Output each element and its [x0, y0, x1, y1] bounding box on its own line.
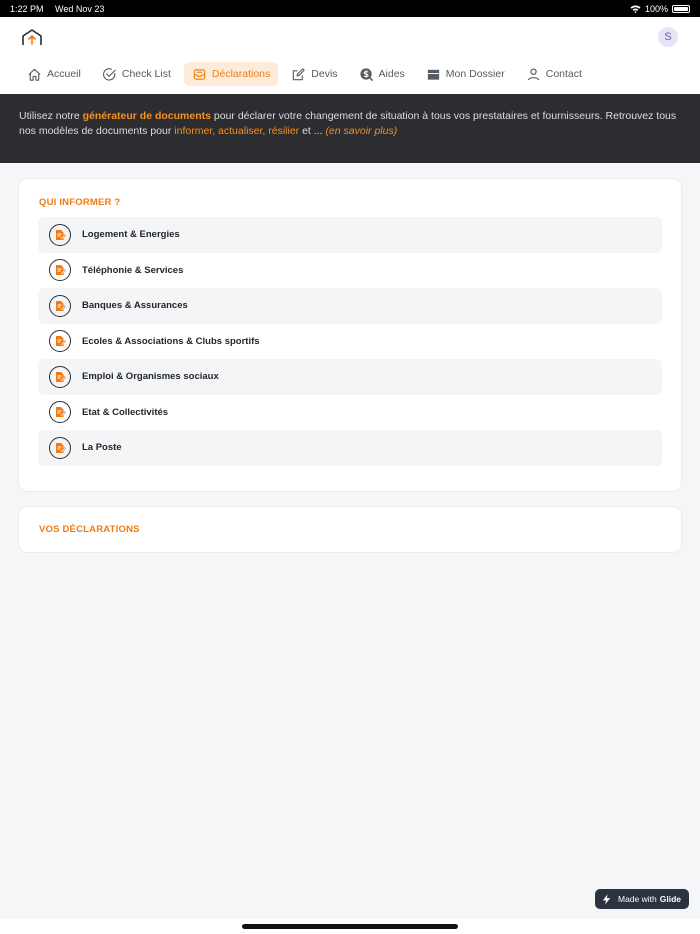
home-indicator — [242, 924, 458, 929]
folder-icon — [426, 67, 441, 82]
edit-icon — [291, 67, 306, 82]
list-item[interactable] — [38, 324, 662, 360]
list-item[interactable] — [38, 395, 662, 431]
document-edit-icon — [49, 224, 71, 246]
badge-text: Made with — [618, 894, 657, 904]
list-item[interactable] — [38, 217, 662, 253]
status-time: 1:22 PM — [10, 3, 44, 14]
list-item-label: Ecoles & Associations & Clubs sportifs — [82, 335, 260, 347]
nav-label: Aides — [378, 68, 405, 80]
document-edit-icon — [49, 437, 71, 459]
nav-contact[interactable] — [518, 62, 590, 86]
nav-check-list[interactable] — [94, 62, 179, 86]
check-circle-icon — [102, 67, 117, 82]
battery-percent: 100% — [644, 3, 668, 14]
lightning-icon — [601, 894, 612, 905]
avatar-initial: S — [664, 31, 672, 43]
vos-declarations-card — [19, 507, 681, 552]
nav-accueil[interactable] — [19, 62, 89, 86]
nav-label: Check List — [121, 68, 171, 80]
informer-link[interactable]: informer, — [174, 125, 216, 137]
learn-more-link[interactable]: (en savoir plus) — [325, 125, 398, 137]
section-title: VOS DÉCLARATIONS — [39, 524, 140, 535]
battery-icon — [672, 5, 690, 13]
user-icon — [526, 67, 541, 82]
avatar[interactable] — [658, 27, 678, 47]
app-header — [0, 17, 700, 94]
badge-brand: Glide — [659, 894, 682, 904]
status-date: Wed Nov 23 — [55, 3, 105, 14]
list-item[interactable] — [38, 430, 662, 466]
document-edit-icon — [49, 259, 71, 281]
document-edit-icon — [49, 295, 71, 317]
document-edit-icon — [49, 401, 71, 423]
nav-aides[interactable] — [351, 62, 413, 86]
list-item-label: La Poste — [82, 442, 122, 454]
document-generator-link[interactable]: générateur de documents — [82, 110, 211, 122]
home-icon — [27, 67, 42, 82]
status-bar — [0, 0, 700, 17]
banner-text: et ... — [299, 125, 326, 137]
list-item-label: Etat & Collectivités — [82, 406, 169, 418]
qui-informer-card — [19, 179, 681, 491]
nav-label: Déclarations — [211, 68, 271, 80]
section-title: QUI INFORMER ? — [39, 197, 121, 208]
actualiser-link[interactable]: actualiser, — [218, 125, 266, 137]
inbox-icon — [192, 67, 207, 82]
wifi-icon — [630, 5, 641, 13]
list-item-label: Logement & Energies — [82, 229, 180, 241]
nav-label: Mon Dossier — [445, 68, 505, 80]
nav-label: Contact — [545, 68, 582, 80]
nav-mon-dossier[interactable] — [418, 62, 513, 86]
made-with-glide-badge[interactable] — [595, 889, 689, 909]
list-item[interactable] — [38, 359, 662, 395]
banner-text: pour déclarer votre changement de situation à tous vos prestataires et fournisseurs. Retrouvez tous nos modèles de documents pour — [19, 110, 677, 137]
main-nav — [19, 62, 595, 86]
nav-declarations[interactable] — [184, 62, 278, 86]
list-item[interactable] — [38, 253, 662, 289]
list-item-label: Banques & Assurances — [82, 300, 188, 312]
banner-text: Utilisez notre — [19, 110, 83, 122]
category-list — [38, 217, 662, 466]
document-edit-icon — [49, 366, 71, 388]
nav-devis[interactable] — [283, 62, 345, 86]
info-banner — [0, 94, 700, 163]
nav-label: Devis — [311, 68, 338, 80]
nav-label: Accueil — [47, 68, 81, 80]
app-logo-icon[interactable] — [21, 28, 43, 46]
resilier-link[interactable]: résilier — [268, 125, 300, 137]
list-item-label: Emploi & Organismes sociaux — [82, 371, 219, 383]
list-item-label: Téléphonie & Services — [82, 264, 184, 276]
document-edit-icon — [49, 330, 71, 352]
money-icon — [359, 67, 374, 82]
list-item[interactable] — [38, 288, 662, 324]
